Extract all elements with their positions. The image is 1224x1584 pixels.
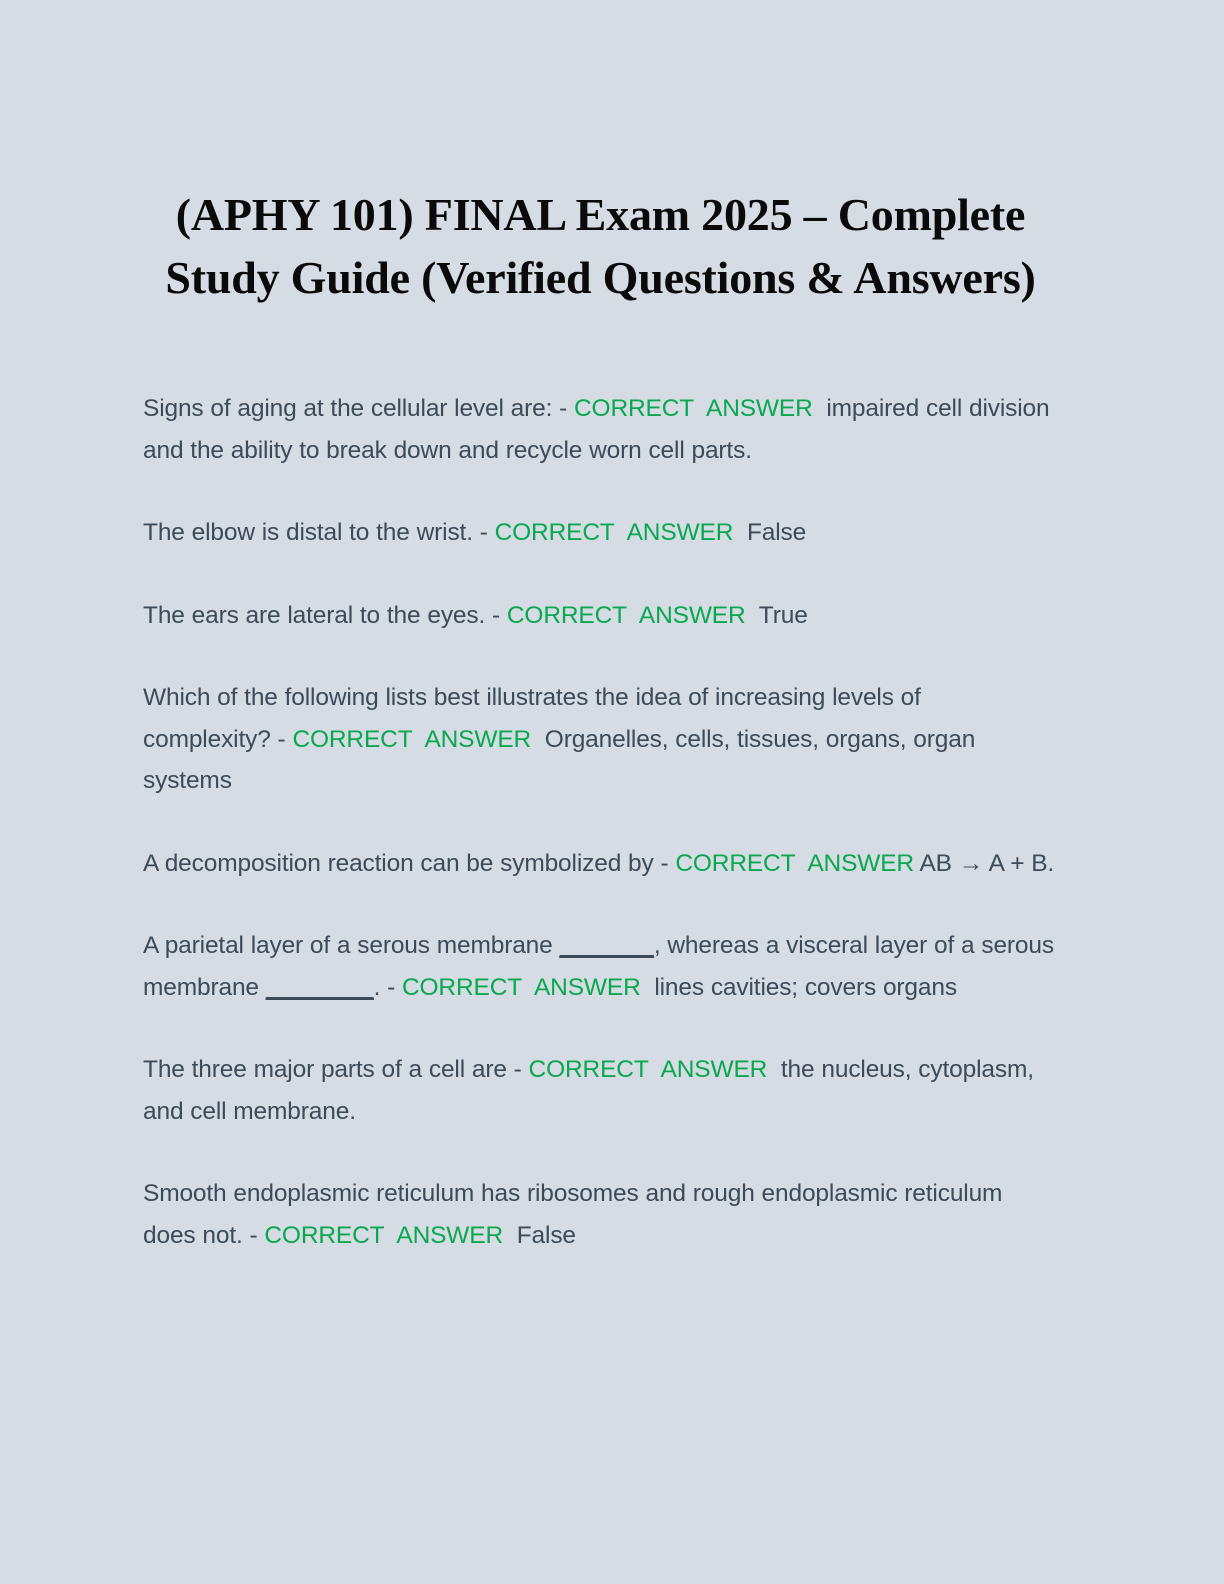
correct-answer-marker: CORRECT ANSWER: [264, 1221, 504, 1249]
question-text: Signs of aging at the cellular level are: -: [143, 395, 574, 422]
qa-entry-7: [143, 1049, 1055, 1132]
answer-text: impaired cell division and the ability to break down and recycle worn cell parts.: [143, 395, 1057, 464]
question-text: The three major parts of a cell are -: [143, 1056, 529, 1083]
question-text-end: . -: [373, 973, 402, 1001]
question-text: The elbow is distal to the wrist. -: [143, 519, 495, 546]
question-text: A decomposition reaction can be symbolized by -: [143, 849, 676, 877]
qa-entry-1: [143, 388, 1055, 471]
answer-text: True: [745, 601, 808, 629]
correct-answer-marker: CORRECT ANSWER: [528, 1056, 768, 1083]
page-title: (APHY 101) FINAL Exam 2025 – Complete Study Guide (Verified Questions & Answers): [165, 188, 1036, 303]
question-text: Smooth endoplasmic reticulum has ribosomes and rough endoplasmic reticulum does not. -: [143, 1180, 1010, 1249]
answer-text: False: [733, 519, 807, 546]
blank-field-1: _______: [559, 932, 654, 959]
question-text-mid: , whereas a visceral layer of a serous membrane: [143, 932, 1061, 1001]
qa-entry-5: [143, 843, 1055, 885]
correct-answer-marker: CORRECT ANSWER: [401, 973, 641, 1001]
answer-text: the nucleus, cytoplasm, and cell membrane.: [143, 1056, 1041, 1125]
answer-text: lines cavities; covers organs: [640, 973, 957, 1001]
qa-entry-4: [143, 677, 1055, 802]
answer-text: AB → A + B.: [913, 849, 1055, 877]
question-text: A parietal layer of a serous membrane: [143, 932, 560, 959]
qa-entry-6: [143, 925, 1061, 1008]
correct-answer-marker: CORRECT ANSWER: [574, 395, 813, 422]
question-text: Which of the following lists best illustrates the idea of increasing levels of complexity? -: [143, 684, 928, 753]
correct-answer-marker: CORRECT ANSWER: [506, 601, 746, 629]
correct-answer-marker: CORRECT ANSWER: [675, 849, 914, 877]
qa-entry-8: [143, 1173, 1055, 1256]
correct-answer-marker: CORRECT ANSWER: [494, 519, 734, 546]
qa-entry-2: [143, 512, 1055, 554]
blank-field-2: ________: [265, 973, 374, 1001]
qa-list: [143, 388, 1061, 1256]
answer-text: Organelles, cells, tissues, organs, organ systems: [143, 725, 983, 794]
qa-entry-3: [143, 595, 1055, 637]
question-text: The ears are lateral to the eyes. -: [143, 601, 507, 629]
correct-answer-marker: CORRECT ANSWER: [292, 725, 532, 753]
answer-text: False: [503, 1221, 576, 1249]
